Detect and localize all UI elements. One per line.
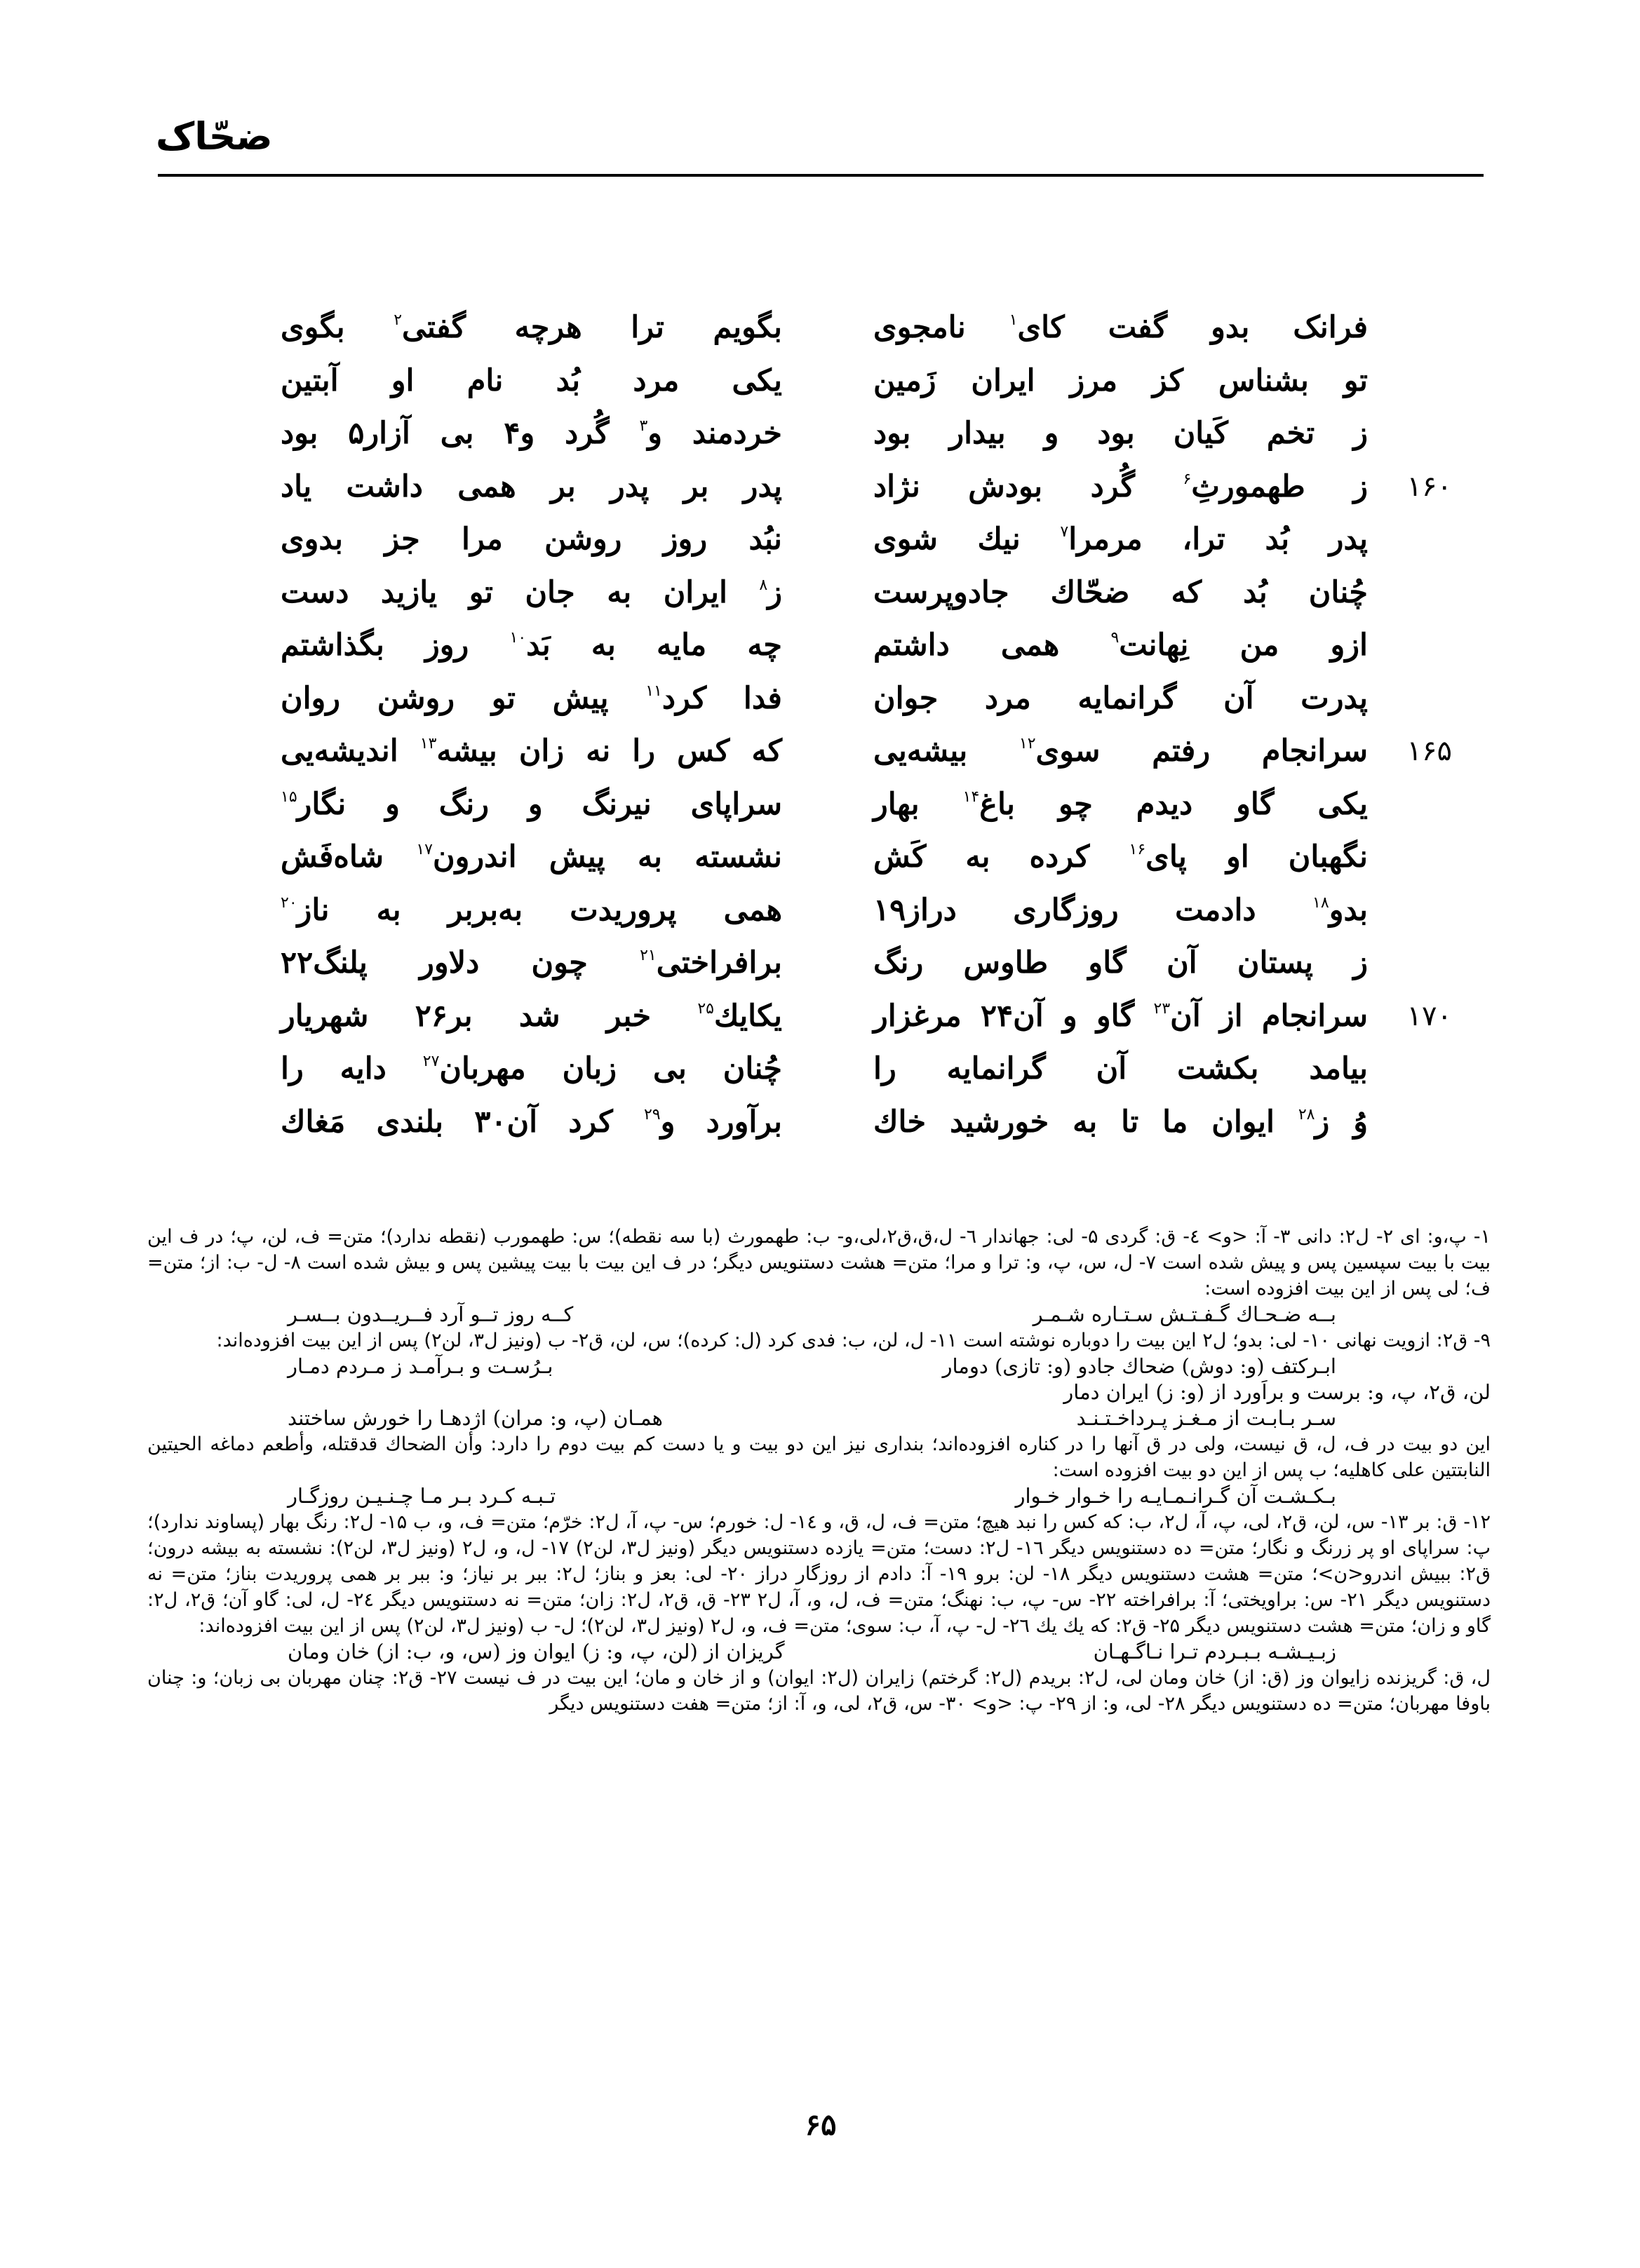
hemistich-first: بیامد بکشت آن گرانمایه را (873, 1051, 1368, 1086)
footnote-couplet (147, 1302, 1491, 1328)
verse-row (267, 884, 1459, 938)
verse-row (267, 407, 1459, 461)
verse-row (267, 513, 1459, 567)
hemistich-first: پدر بُد ترا، مرمرا$^۷$ نیك شوی (873, 522, 1368, 557)
footnote-marker: ۲۳ (1153, 999, 1171, 1018)
footnote-marker: ۱۱ (645, 682, 662, 700)
footnote-paragraph: ل، ق: گریزنده زایوان وز (ق: از) خان ومان لی، ل۲: بریدم (ل۲: گرختم) زایران (ل۲: ایوان) و از خان و مان؛ این بیت در ف نیست ۲۷- ق۲: چنان مهربان بی زبان؛ و: چنان باوفا مهربان؛ متن= ده دستنویس دیگر ۲۸- لی، و: از ۲۹- پ: <و> ۳۰- س، ق۲، لی، و، آ: از؛ متن= هفت دستنویس دیگر (147, 1667, 1491, 1715)
hemistich-first: ز تخم کَیان بود و بیدار بود (873, 416, 1368, 451)
hemistich-second: چه مایه به بَد$^{۱۰}$ روز بگذاشتم (281, 628, 783, 663)
footnote-marker: ۲۸ (1298, 1105, 1315, 1123)
hemistich-first: پدرت آن گرانمایه مرد جوان (873, 680, 1368, 716)
footnote-marker: ۹ (1110, 629, 1120, 647)
couplet-first-half: ابـرکتف (و: دوش) ضحاك جادو (و: تازی) دومار (942, 1354, 1336, 1378)
verse-row (267, 673, 1459, 726)
footnote-marker: ۱۸ (1312, 893, 1329, 912)
hemistich-first: وُ ز$^{۲۸}$ ایوان ما تا به خورشید خاك (873, 1104, 1368, 1140)
couplet-second-half: همـان (پ، و: مران) اژدهـا را خورش ساختند (288, 1406, 663, 1430)
hemistich-second: پدر بر پدر بر همی داشت یاد (281, 468, 782, 504)
footnote-paragraph: ۱۲- ق: بر ۱۳- س، لن، ق۲، لی، پ، آ، ل۲، ب: که کس را نبد هیچ؛ متن= ف، ل، ق، و ۱٤- ل: خورم؛ س- پ، آ، ل۲: خرّم؛ متن= ف، و، ب ۱۵- ل۲: رنگ بهار (پساوند ندارد)؛ پ: سراپای او پر زرنگ و نگار؛ متن= ده دستنویس دیگر ۱٦- ل۲: دست؛ متن= یازده دستنویس دیگر (ونیز ل۳، لن۲) ۱۷- ل، و، ل۲ (ونیز ل۳، لن۲): نشسته به بیشه درون؛ ق۲: ببیش اندرو<ن>؛ متن= هشت دستنویس دیگر ۱۸- لن: برو ۱۹- آ: دادم از روزگار دراز ۲۰- لی: بعز و بناز؛ ل۲: ببر بر نیاز؛ و: ببر بر همی پروریدت بناز؛ متن= نه دستنویس دیگر ۲۱- س: براویختی؛ آ: برافراخته ۲۲- س- پ، ب: نهنگ؛ متن= ف، ل، و، آ، ل۲ ۲۳- ق، ق۲، ل۲: زان؛ متن= نه دستنویس دیگر ۲٤- ل، لی: گاو آن؛ ق۲، ل۲: گاو و زان؛ متن= هشت دستنویس دیگر ۲۵- ق۲: که یك یك ۲٦- ل- پ، آ، ب: سوی؛ متن= ف، و، ل۲ (ونیز ل۳، لن۲)؛ ل- ب (ونیز ل۳، لن۲) پس از این بیت افزوده‌اند: (147, 1511, 1491, 1637)
footnote-marker: ۲۹ (643, 1105, 661, 1123)
verse-row (267, 1096, 1459, 1149)
footnote-marker: ۶ (1183, 470, 1192, 488)
footnote-marker: ۱۴ (962, 788, 980, 806)
hemistich-first: ازو من نِهانت$^۹$ همی داشتم (873, 628, 1368, 663)
header-rule (158, 174, 1484, 177)
hemistich-first: تو بشناس کز مرز ایران زَمین (873, 363, 1368, 398)
hemistich-second: برافراختی$^{۲۱}$ چون دلاور پلنگ۲۲ (281, 945, 782, 980)
hemistich-second: همی پروریدت به‌بربر به ناز$^{۲۰}$ (281, 892, 782, 928)
couplet-first-half: زبـیـشـه بـبـردم تـرا نـاگـهـان (1093, 1640, 1336, 1663)
hemistich-first: فرانک بدو گفت کای$^۱$ نامجوی (873, 310, 1369, 345)
footnote-couplet (147, 1483, 1491, 1509)
hemistich-first: ز پستان آن گاو طاوس رنگ (873, 945, 1368, 980)
footnote-marker: ۷ (1060, 523, 1069, 541)
couplet-first-half: سـر بـابـت از مـغـز پـرداخـتـنـد (1076, 1406, 1336, 1430)
footnote-couplet (147, 1639, 1491, 1665)
verse-row (267, 725, 1459, 778)
hemistich-first: سرانجام رفتم سوی$^{۱۲}$ بیشه‌یی (873, 734, 1368, 769)
verse-row (267, 1043, 1459, 1096)
footnote-marker: ۱۵ (281, 788, 297, 806)
hemistich-first: یکی گاو دیدم چو باغ$^{۱۴}$ بهار (873, 786, 1369, 822)
hemistich-first: بدو$^{۱۸}$ دادمت روزگاری دراز۱۹ (873, 892, 1368, 928)
page-title: ضحّاک (156, 114, 273, 158)
couplet-second-half: گریزان از (لن، پ، و: ز) ایوان وز (س، و، ب: از) خان ومان (288, 1640, 785, 1663)
footnote-marker: ۲ (394, 311, 403, 329)
hemistich-second: نشسته به پیش اندرون$^{۱۷}$ شاه‌فَش (281, 839, 782, 875)
verse-row (267, 461, 1459, 514)
footnote-paragraph: ۹- ق۲: ازویت نهانی ۱۰- لی: بدو؛ ل۲ این بیت را دوباره نوشته است ۱۱- ل، لن، ب: فدی کرد (ل: کرده)؛ س، لن، ق۲- ب (ونیز ل۳، لن۲) پس از این بیت افزوده‌اند: (216, 1330, 1491, 1351)
verse-row (267, 302, 1459, 355)
hemistich-first: سرانجام از آن$^{۲۳}$ گاو و آن۲۴ مرغزار (873, 998, 1369, 1034)
footnote-marker: ۱۳ (419, 735, 437, 752)
verse-row (267, 567, 1459, 620)
footnote-marker: ۱۷ (416, 841, 433, 858)
hemistich-first: ز طهمورثِ$^۶$ گُرد بودش نژاد (873, 468, 1368, 504)
hemistich-second: نبُد روز روشن مرا جز بدوی (281, 522, 782, 557)
hemistich-second: یکی مرد بُد نام او آبتین (281, 363, 782, 398)
verse-row (267, 778, 1459, 832)
footnote-marker: ۲۱ (640, 947, 657, 964)
verse-row (267, 990, 1459, 1044)
verse-number: ۱۶۵ (1406, 735, 1452, 767)
couplet-second-half: تـبـه کـرد بـر مـا چـنـیـن روزگـار (288, 1484, 556, 1508)
hemistich-second: برآورد و$^{۲۹}$ کرد آن۳۰ بلندی مَغاك (281, 1104, 783, 1140)
footnote-marker: ۲۵ (697, 999, 714, 1018)
footnote-marker: ۱ (1009, 311, 1018, 329)
couplet-second-half: کــه روز تــو آرد فــریــدون بــسـر (288, 1302, 574, 1326)
hemistich-second: یکایك$^{۲۵}$ خبر شد بر۲۶ شهریار (281, 998, 782, 1034)
footnote-marker: ۳ (639, 417, 648, 435)
verse-row (267, 831, 1459, 884)
hemistich-second: خردمند و$^۳$ گُرد و۴ بی آزار۵ بود (281, 416, 782, 451)
hemistich-second: فدا کرد$^{۱۱}$ پیش تو روشن روان (281, 680, 782, 716)
hemistich-second: چُنان بی زبان مهربان$^{۲۷}$ دایه را (281, 1051, 782, 1086)
footnotes (147, 1224, 1491, 1717)
verse-row (267, 619, 1459, 673)
footnote-marker: ۱۶ (1129, 841, 1146, 858)
page-number: ۶۵ (805, 2107, 837, 2142)
couplet-second-half: بـرُسـت و بـرآمـد ز مـردم دمـار (288, 1354, 553, 1378)
footnote-couplet (147, 1405, 1491, 1431)
variant-reading: لن، ق۲، پ، و: برست و براَورد از (و: ز) ایران دمار (1063, 1380, 1491, 1404)
footnote-marker: ۱۲ (1019, 735, 1036, 752)
footnote-marker: ۲۷ (422, 1053, 440, 1070)
footnote-variant (147, 1379, 1491, 1405)
footnote-paragraph: این دو بیت در ف، ل، ق نیست، ولی در ق آنها را در کناره افزوده‌اند؛ بنداری نیز این دو بیت و یا دست کم بیت دوم را دارد: وأن الضحاك قدقتله، وأطعم دماغه الحیتین النابتتین علی کاهلیه؛ ب پس از این دو بیت افزوده است: (147, 1433, 1491, 1481)
footnote-couplet (147, 1354, 1491, 1379)
footnote-marker: ۱۰ (509, 629, 527, 647)
hemistich-second: بگویم ترا هرچه گفتی$^۲$ بگوی (281, 310, 783, 345)
hemistich-second: ز$^۸$ ایران به جان تو یازید دست (281, 574, 782, 610)
hemistich-second: سراپای نیرنگ و رنگ و نگار$^{۱۵}$ (281, 786, 782, 822)
footnote-marker: ۸ (759, 576, 768, 594)
footnote-paragraph: ۱- پ،و: ای ۲- ل۲: دانی ۳- آ: <و> ٤- ق: گردی ۵- لی: جهاندار ٦- ل،ق،ق۲،لی،و- ب: طهمورث (با سه نقطه)؛ س: طهمورب (نقطه ندارد)؛ متن= ف، لن، پ؛ در ف این بیت با بیت سپسین پس و پیش شده است ۷- ل، س، پ، و: ترا و مرا؛ متن= هشت دستنویس دیگر؛ در ف این بیت با بیت پیشین پس و بیش شده است ۸- ل- ب: از؛ متن= ف؛ لی پس از این بیت افزوده است: (147, 1226, 1491, 1300)
footnote-marker: ۲۰ (281, 893, 297, 912)
verse-block (267, 302, 1459, 1149)
verse-number: ۱۷۰ (1406, 999, 1452, 1032)
verse-number: ۱۶۰ (1406, 470, 1452, 503)
verse-row (267, 355, 1459, 408)
hemistich-first: نگهبان او پای$^{۱۶}$ کرده به کَش (873, 839, 1368, 875)
hemistich-first: چُنان بُد که ضحّاك جادوپرست (873, 574, 1368, 610)
hemistich-second: که کس را نه زان بیشه$^{۱۳}$ اندیشه‌یی (281, 734, 782, 769)
couplet-first-half: بــه ضـحـاك گـفـتـش سـتـاره شـمـر (1033, 1302, 1336, 1326)
verse-row (267, 937, 1459, 990)
couplet-first-half: بـکـشـت آن گـرانـمـایـه را خـوار خـوار (1015, 1484, 1336, 1508)
